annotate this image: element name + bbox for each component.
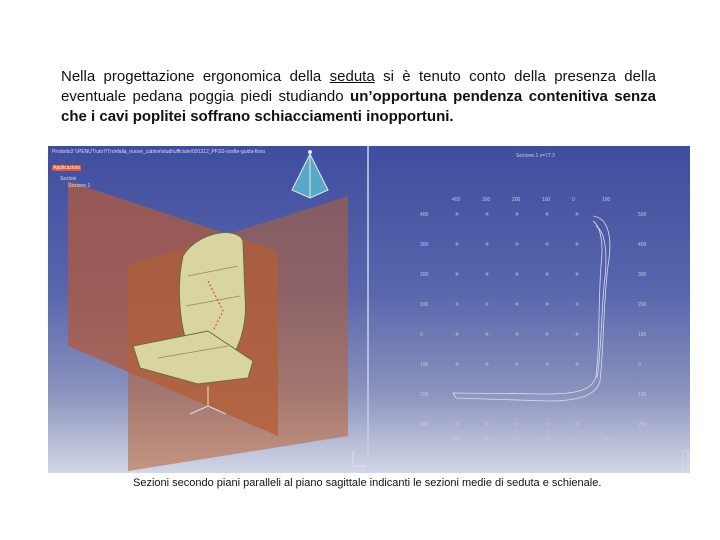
svg-text:400: 400 [420, 212, 429, 218]
svg-text:300: 300 [420, 422, 429, 428]
svg-text:100: 100 [420, 362, 429, 368]
svg-text:400: 400 [638, 242, 647, 248]
svg-text:300: 300 [638, 272, 647, 278]
bold-statement: un’opportuna pendenza contenitiva senza che i cavi poplitei soffrano schiacciamenti inopportuni. [61, 88, 656, 125]
svg-text:400: 400 [452, 197, 461, 203]
svg-text:400: 400 [452, 437, 461, 443]
svg-text:200: 200 [420, 392, 429, 398]
svg-text:300: 300 [482, 437, 491, 443]
svg-text:200: 200 [512, 437, 521, 443]
svg-text:200: 200 [638, 302, 647, 308]
compass-icon [292, 150, 328, 198]
intro-paragraph: Nella progettazione ergonomica della seduta si è tenuto conto della presenza della eventuale pedana poggia piedi studiando un’opportuna pendenza contenitiva senza che i cavi poplitei soffrano schiacciamenti inopportuni. [61, 68, 656, 125]
section-profile [453, 216, 610, 401]
svg-text:0: 0 [572, 437, 575, 443]
tree-node-sezione-1[interactable]: Sezione.1 [68, 183, 91, 189]
seduta-underlined: seduta [329, 68, 375, 85]
svg-text:500: 500 [638, 212, 647, 218]
viewport-divider [367, 146, 369, 473]
section-label: Sezione.1 x=77.3 [516, 153, 555, 159]
svg-text:200: 200 [638, 422, 647, 428]
svg-text:100: 100 [638, 332, 647, 338]
svg-text:200: 200 [420, 272, 429, 278]
svg-text:100: 100 [602, 197, 611, 203]
figure-caption: Sezioni secondo piani paralleli al piano sagittale indicanti le sezioni medie di seduta e schienale. [133, 477, 602, 489]
svg-text:0: 0 [572, 197, 575, 203]
svg-text:200: 200 [512, 197, 521, 203]
section-grid [420, 197, 647, 443]
tree-node-applicazioni[interactable]: Applicazioni [53, 165, 80, 171]
cad-screenshot [48, 146, 690, 473]
svg-text:0: 0 [420, 332, 423, 338]
svg-text:100: 100 [542, 197, 551, 203]
svg-text:100: 100 [638, 392, 647, 398]
tree-node-sezioni[interactable]: Sezioni [60, 176, 77, 182]
svg-text:100: 100 [602, 437, 611, 443]
tree-root[interactable]: Prodotto2 \\PENUT\uto7\Tronfalla_nuove_cabine\studi\ufficiale\091312_PFSS-scelte-guida-fisso [52, 149, 266, 155]
svg-text:100: 100 [420, 302, 429, 308]
svg-text:300: 300 [420, 242, 429, 248]
svg-text:100: 100 [542, 437, 551, 443]
svg-text:0: 0 [638, 362, 641, 368]
svg-text:300: 300 [482, 197, 491, 203]
